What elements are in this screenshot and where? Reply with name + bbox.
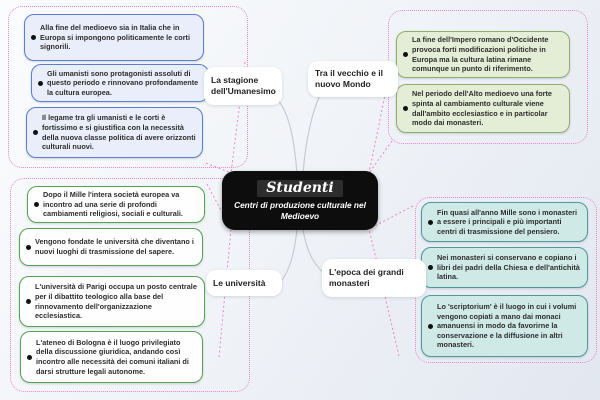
bullet-icon bbox=[428, 220, 433, 225]
note-text: Dopo il Mille l'intera società europea va incontro ad una serie di profondi cambiamenti religiosi, sociali e culturali. bbox=[43, 190, 183, 219]
bullet-icon bbox=[26, 299, 31, 304]
note-card[interactable] bbox=[26, 107, 203, 158]
note-card[interactable] bbox=[396, 31, 570, 78]
branch-label-text: Le università bbox=[213, 277, 266, 288]
branch-label-vecchio-nuovo[interactable] bbox=[308, 61, 398, 97]
bullet-icon bbox=[38, 81, 43, 86]
note-text: Fin quasi all'anno Mille sono i monasteri a essere i principali e più importanti centri di trasmissione del pensiero. bbox=[437, 207, 577, 236]
note-card[interactable] bbox=[27, 186, 205, 223]
note-card[interactable] bbox=[20, 331, 203, 383]
note-text: La fine dell'Impero romano d'Occidente provoca forti modificazioni politiche in Europa ma la cultura latina rimane comunque un punto di riferimento. bbox=[412, 35, 549, 74]
note-card[interactable] bbox=[24, 14, 204, 61]
bullet-icon bbox=[428, 265, 433, 270]
note-card[interactable] bbox=[19, 276, 205, 327]
note-text: Lo 'scriptorium' è il luogo in cui i volumi vengono copiati a mano dai monaci amanuensi in modo da favorirne la conservazione e la diffusione in altri monasteri. bbox=[437, 301, 577, 350]
bullet-icon bbox=[34, 202, 39, 207]
branch-label-umanesimo[interactable] bbox=[204, 67, 282, 105]
branch-label-text: La stagione dell'Umanesimo bbox=[211, 75, 276, 96]
note-card[interactable] bbox=[421, 247, 588, 288]
bullet-icon bbox=[26, 245, 31, 250]
note-card[interactable] bbox=[421, 202, 588, 242]
note-text: L'ateneo di Bologna è il luogo privilegiato della discussione giuridica, andando così incontro alle necessità dei comuni italiani di darsi strutture legali autonome. bbox=[36, 337, 189, 376]
branch-label-universita[interactable] bbox=[206, 270, 282, 296]
branch-label-monasteri[interactable] bbox=[322, 259, 426, 297]
note-text: Vengono fondate le università che diventano i nuovi luoghi di trasmissione del sapere. bbox=[35, 237, 194, 256]
center-topic-title: Centri di produzione culturale nel Medioevo bbox=[234, 199, 366, 221]
note-text: Il legame tra gli umanisti e le corti è fortissimo e si giustifica con la necessità della nuova classe politica di avere orizzonti culturali nuovi. bbox=[42, 113, 196, 152]
note-text: Alla fine del medioevo sia in Italia che in Europa si impongono politicamente le corti signorili. bbox=[40, 23, 191, 52]
bullet-icon bbox=[27, 355, 32, 360]
bullet-icon bbox=[33, 130, 38, 135]
note-card[interactable] bbox=[421, 295, 588, 357]
note-text: Gli umanisti sono protagonisti assoluti di questo periodo e rinnovano profondamente la cultura europea. bbox=[47, 68, 199, 97]
note-card[interactable] bbox=[396, 84, 570, 133]
branch-label-text: Tra il vecchio e il nuovo Mondo bbox=[315, 68, 384, 89]
bullet-icon bbox=[428, 324, 433, 329]
bullet-icon bbox=[403, 52, 408, 57]
note-text: Nei monasteri si conservano e copiano i libri dei padri della Chiesa e dell'antichità latina. bbox=[437, 253, 580, 282]
bullet-icon bbox=[31, 35, 36, 40]
center-topic-node[interactable] bbox=[222, 171, 378, 230]
note-text: L'università di Parigi occupa un posto centrale per il dibattito teologico alla base del rinnovamento dell'organizzazione ecclesiastica. bbox=[35, 282, 197, 321]
studenti-logo: Studenti bbox=[257, 180, 342, 197]
note-card[interactable] bbox=[19, 228, 203, 266]
bullet-icon bbox=[403, 106, 408, 111]
note-card[interactable] bbox=[31, 64, 209, 102]
note-text: Nel periodo dell'Alto medioevo una forte spinta al cambiamento culturale viene dall'ambito ecclesiastico e in particolar modo dai monasteri. bbox=[412, 89, 552, 128]
branch-label-text: L'epoca dei grandi monasteri bbox=[329, 267, 404, 288]
